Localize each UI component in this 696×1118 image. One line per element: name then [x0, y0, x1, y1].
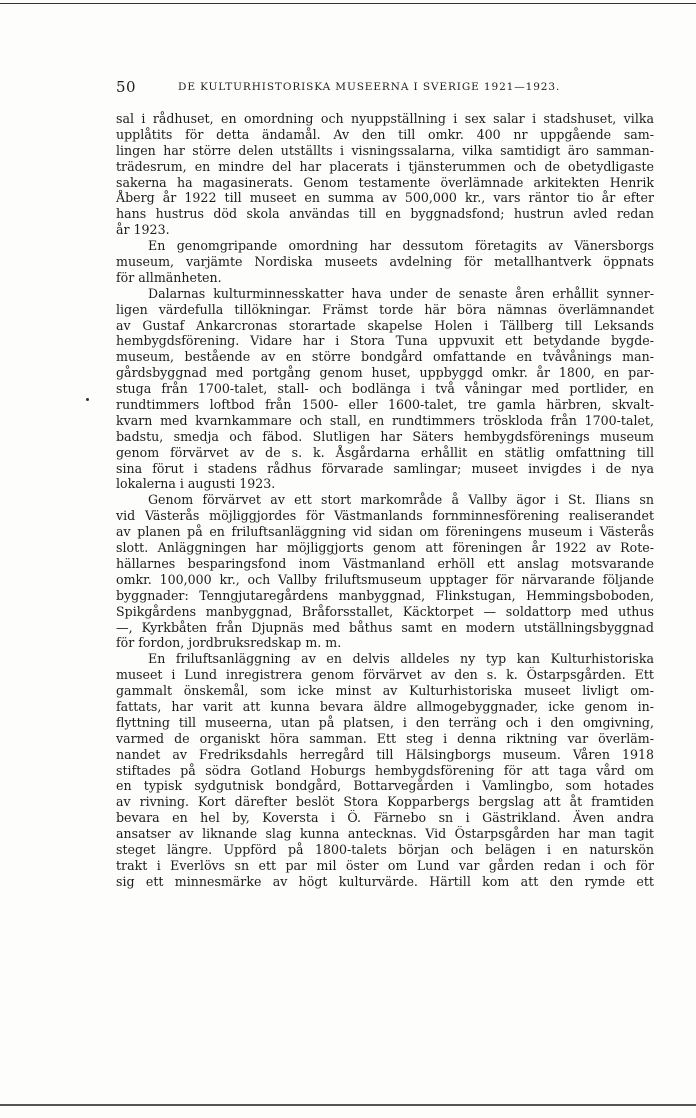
- text-line: omkr. 100,000 kr., och Vallby friluftsmuseum upptager för närvarande följande: [116, 571, 654, 587]
- text-line: för allmänheten.: [116, 269, 222, 285]
- text-line: trakt i Everlövs sn ett par mil öster om Lund var gården redan i och för: [116, 857, 654, 873]
- text-line: bevara en hel by, Koversta i Ö. Färnebo sn i Gästrikland. Även andra: [116, 810, 654, 826]
- text-line: hällarnes besparingsfond inom Västmanland erhöll ett anslag motsvarande: [116, 555, 654, 571]
- text-line: gammalt önskemål, som icke minst av Kulturhistoriska museet livligt om-: [116, 683, 654, 699]
- text-line: museum, bestående av en större bondgård omfattande en tvåvånings man-: [116, 349, 654, 365]
- text-line: år 1923.: [116, 222, 170, 238]
- text-line: ansatser av liknande slag kunna antecknas. Vid Östarpsgården har man tagit: [116, 826, 654, 842]
- text-line: lingen har större delen utställts i visningssalarna, vilka samtidigt äro samman-: [116, 142, 654, 158]
- text-line: upplåtits för detta ändamål. Av den till omkr. 400 nr uppgående sam-: [116, 126, 654, 142]
- text-line: museum, varjämte Nordiska museets avdelning för metallhantverk öppnats: [116, 254, 654, 270]
- text-line: nandet av Fredriksdahls herregård till Hälsingborgs museum. Våren 1918: [116, 746, 654, 762]
- text-line: för fordon, jordbruksredskap m. m.: [116, 635, 342, 651]
- text-line: varmed de organiskt höra samman. Ett steg i denna riktning var överläm-: [116, 730, 654, 746]
- text-line: slott. Anläggningen har möjliggjorts genom att föreningen år 1922 av Rote-: [116, 540, 654, 556]
- running-title: DE KULTURHISTORISKA MUSEERNA I SVERIGE 1921—1923.: [178, 81, 561, 93]
- text-line: Spikgårdens manbyggnad, Bråforsstallet, Käcktorpet — soldattorp med uthus: [116, 603, 654, 619]
- text-line: stiftades på södra Gotland Hoburgs hembygdsförening för att taga vård om: [116, 762, 654, 778]
- text-line: vid Västerås möjliggjordes för Västmanlands fornminnesförening realiserandet: [116, 508, 654, 524]
- text-line: En friluftsanläggning av en delvis alldeles ny typ kan Kulturhistoriska: [148, 651, 654, 667]
- page-header: [116, 78, 656, 98]
- text-line: Dalarnas kulturminnesskatter hava under de senaste åren erhållit synner-: [148, 285, 654, 301]
- text-line: stuga från 1700-talet, stall- och bodlänga i två våningar med portlider, en: [116, 381, 654, 397]
- text-line: av Gustaf Ankarcronas storartade skapelse Holen i Tällberg till Leksands: [116, 317, 654, 333]
- text-line: badstu, smedja och fäbod. Slutligen har Säters hembygdsförenings museum: [116, 428, 654, 444]
- text-line: genom förvärvet av de s. k. Åsgårdarna erhållit en stätlig omfattning till: [116, 444, 654, 460]
- text-line: av rivning. Kort därefter beslöt Stora Kopparbergs bergslag att åt framtiden: [116, 794, 654, 810]
- text-line: ligen värdefulla tillökningar. Främst torde här böra nämnas överlämnandet: [116, 301, 654, 317]
- margin-mark: [86, 398, 89, 401]
- text-line: steget längre. Uppförd på 1800-talets början och belägen i en naturskön: [116, 841, 654, 857]
- text-line: rundtimmers loftbod från 1500- eller 1600-talet, tre gamla härbren, skvalt-: [116, 397, 654, 413]
- text-line: lokalerna i augusti 1923.: [116, 476, 276, 492]
- text-line: hans hustrus död skola användas till en byggnadsfond; hustrun avled redan: [116, 206, 654, 222]
- text-line: hembygdsförening. Vidare har i Stora Tuna uppvuxit ett betydande bygde-: [116, 333, 654, 349]
- text-line: en typisk sydgutnisk bondgård, Bottarvegården i Vamlingbo, som hotades: [116, 778, 654, 794]
- text-line: —, Kyrkbåten från Djupnäs med båthus samt en modern utställningsbyggnad: [116, 619, 654, 635]
- text-line: sina förut i stadens rådhus förvarade samlingar; museet invigdes i de nya: [116, 460, 654, 476]
- text-line: flyttning till museerna, utan på platsen, i den terräng och i den omgivning,: [116, 714, 654, 730]
- text-line: trädesrum, en mindre del har placerats i tjänsterummen och de obetydligaste: [116, 158, 654, 174]
- text-line: Genom förvärvet av ett stort markområde å Vallby ägor i St. Ilians sn: [148, 492, 654, 508]
- text-line: sakerna ha magasinerats. Genom testamente överlämnade arkitekten Henrik: [116, 174, 654, 190]
- text-line: byggnader: Tenngjutaregårdens manbyggnad, Flinkstugan, Hemmingsboboden,: [116, 587, 654, 603]
- text-line: kvarn med kvarnkammare och stall, en rundtimmers tröskloda från 1700-talet,: [116, 412, 654, 428]
- text-line: museet i Lund inregistrera genom förvärvet av den s. k. Östarpsgården. Ett: [116, 667, 654, 683]
- text-line: En genomgripande omordning har dessutom företagits av Vänersborgs: [148, 238, 654, 254]
- page-number: 50: [116, 78, 137, 96]
- text-line: fattats, har varit att kunna bevara äldre allmogebyggnader, icke genom in-: [116, 698, 654, 714]
- body-text: [116, 111, 654, 890]
- text-line: Åberg år 1922 till museet en summa av 500,000 kr., vars räntor tio år efter: [116, 190, 654, 206]
- text-line: av planen på en friluftsanläggning vid sidan om föreningens museum i Västerås: [116, 524, 654, 540]
- text-line: sig ett minnesmärke av högt kulturvärde. Härtill kom att den rymde ett: [116, 873, 654, 889]
- text-line: sal i rådhuset, en omordning och nyuppställning i sex salar i stadshuset, vilka: [116, 111, 654, 126]
- text-line: gårdsbyggnad med portgång genom huset, uppbyggd omkr. år 1800, en par-: [116, 365, 654, 381]
- bottom-border-rule: [0, 1104, 696, 1106]
- top-border-rule: [0, 3, 696, 4]
